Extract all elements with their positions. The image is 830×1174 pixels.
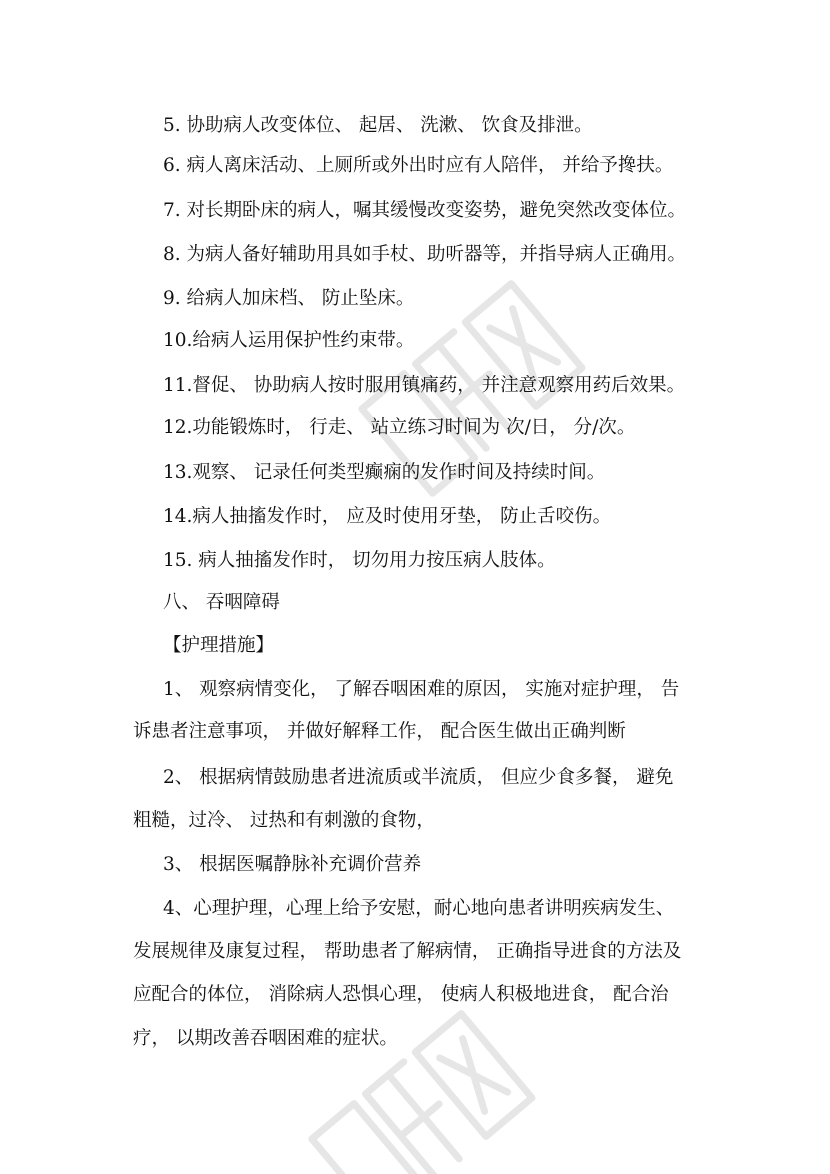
list-item: 13.观察、 记录任何类型癫痫的发作时间及持续时间。 (163, 462, 606, 483)
list-item: 8. 为病人备好辅助用具如手杖、助听器等，并指导病人正确用。 (163, 244, 687, 265)
list-item: 11.督促、 协助病人按时服用镇痛药， 并注意观察用药后效果。 (163, 375, 686, 396)
list-item: 7. 对长期卧床的病人，嘱其缓慢改变姿势，避免突然改变体位。 (163, 200, 687, 221)
measure-line: 1、 观察病情变化， 了解吞咽困难的原因， 实施对症护理， 告 (163, 679, 680, 700)
list-item: 9. 给病人加床档、 防止坠床。 (163, 288, 415, 309)
section-heading: 八、 吞咽障碍 (163, 592, 280, 613)
list-item: 12.功能锻炼时， 行走、 站立练习时间为 次/日， 分/次。 (163, 417, 636, 438)
measure-line: 疗， 以期改善吞咽困难的症状。 (133, 1028, 398, 1049)
measure-line: 诉患者注意事项， 并做好解释工作， 配合医生做出正确判断 (133, 721, 626, 742)
list-item: 14.病人抽搐发作时， 应及时使用牙垫， 防止舌咬伤。 (163, 506, 612, 527)
measure-line: 2、 根据病情鼓励患者进流质或半流质， 但应少食多餐， 避免 (163, 767, 674, 788)
measures-heading: 【护理措施】 (163, 635, 275, 656)
measure-line: 应配合的体位， 消除病人恐惧心理， 使病人积极地进食， 配合治 (133, 984, 669, 1005)
list-item: 15. 病人抽搐发作时， 切勿用力按压病人肢体。 (163, 550, 556, 571)
list-item: 6. 病人离床活动、上厕所或外出时应有人陪伴， 并给予搀扶。 (163, 155, 674, 176)
list-item: 10.给病人运用保护性约束带。 (163, 330, 415, 351)
measure-line: 发展规律及康复过程， 帮助患者了解病情， 正确指导进食的方法及 (133, 941, 682, 962)
list-item: 5. 协助病人改变体位、 起居、 洗漱、 饮食及排泄。 (163, 115, 593, 136)
measure-line: 4、心理护理，心理上给予安慰，耐心地向患者讲明疾病发生、 (163, 898, 675, 919)
measure-line: 粗糙，过冷、 过热和有刺激的食物， (133, 810, 435, 831)
measure-line: 3、 根据医嘱静脉补充调价营养 (163, 854, 422, 875)
